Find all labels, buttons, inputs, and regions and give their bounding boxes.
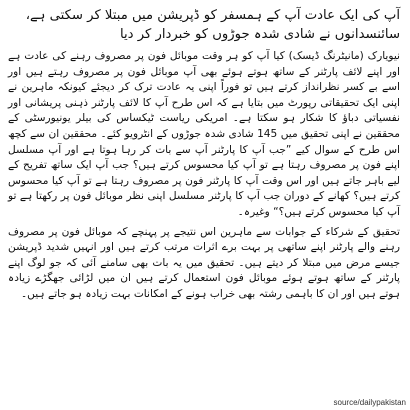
article-paragraph-intro: نیویارک (مانیٹرنگ ڈیسک) کیا آپ کو ہر وقت موبائل فون پر مصروف رہنے کی عادت ہے اور اپنے لائف پارٹنر کے ساتھ ہوتے ہوئے بھی آپ موبائل فون پر مصروف رہتے ہیں اور اسے بے کسر نظرانداز کرتے ہیں تو فوراً اپنی یہ عادت ترک کر دیجئے کیونکہ ماہرین نے اپنی ایک تحقیقاتی رپورٹ میں بتایا ہے کہ اس طرح آپ کا لائف پارٹنر ذہنی پریشانی اور نفسیاتی دباؤ کا شکار ہو سکتا ہے۔ امریکی ریاست ٹیکساس کی بیلر یونیورسٹی کے محققین نے اپنی تحقیق میں 145 شادی شدہ جوڑوں کے انٹرویو کئے۔ محققین ان سے کچھ اس طرح کے سوال کیے ”جب آپ کا پارٹنر آپ سے بات کر رہا ہوتا ہے اور آپ مسلسل اپنے فون پر مصروف رہتا ہے تو آپ کیا محسوس کرتے ہیں؟ جب آپ ایک ساتھ تفریح کے لیے باہر جاتے ہیں اور اس وقت آپ کا پارٹنر فون پر مصروف رہتا ہے تو آپ کیا محسوس کرتے ہیں؟ کھانے کے دوران جب آپ کا پارٹنر مسلسل اپنی نظر موبائل فون پر رکھتا ہے تو آپ کیا محسوس کرتے ہیں؟“ وغیرہ۔ xyxy=(8,50,400,218)
source-credit: source/dailypakistan xyxy=(333,398,406,407)
article-headline: آپ کی ایک عادت آپ کے ہمسفر کو ڈپریشن میں مبتلا کر سکتی ہے، سائنسدانوں نے شادی شدہ جوڑوں کو خبردار کر دیا xyxy=(25,8,400,42)
article-paragraph-findings: تحقیق کے شرکاء کے جوابات سے ماہرین اس نتیجے پر پہنچے کہ موبائل فون پر مصروف رہنے والے پارٹنر اپنے ساتھی پر بہت برے اثرات مرتب کرتے ہیں اور انہیں شدید ڈپریشن جیسے مرض میں مبتلا کر دیتے ہیں۔ تحقیق میں یہ بات بھی سامنے آئی کہ جو لوگ اپنے پارٹنر کے ساتھ ہوتے ہوئے موبائل فون استعمال کرتے ہیں ان میں لڑائی جھگڑے زیادہ ہوتے ہیں اور ان کا باہمی رشتہ بھی خراب ہونے کے امکانات بہت زیادہ ہو جاتے ہیں۔ xyxy=(8,225,400,300)
